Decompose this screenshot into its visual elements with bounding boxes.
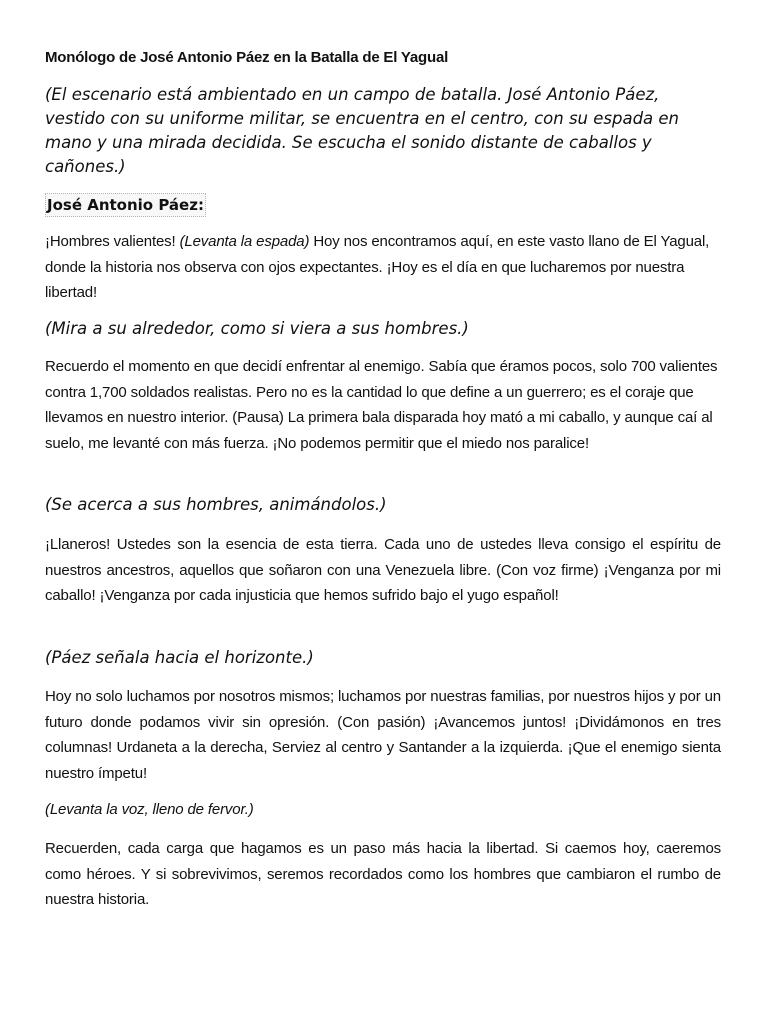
- speaker-name: José Antonio Páez:: [45, 193, 206, 217]
- intro-stage-direction: (El escenario está ambientado en un campo de batalla. José Antonio Páez, vestido con su uniforme militar, se encuentra en el centro, con su espada en mano y una mirada decidida. Se escucha el sonido distante de caballos y cañones.): [45, 85, 680, 176]
- paragraph-1: [45, 229, 721, 306]
- paragraph-1-stage-direction: (Levanta la espada): [179, 233, 310, 250]
- paragraph-4: Hoy no solo luchamos por nosotros mismos; luchamos por nuestras familias, por nuestros hijos y por un futuro donde podamos vivir sin opresión. (Con pasión) ¡Avancemos juntos! ¡Dividámonos en tres columnas! Urdaneta a la derecha, Serviez al centro y Santander a la izquierda. ¡Que el enemigo sienta nuestro ímpetu!: [45, 688, 721, 782]
- paragraph-2: Recuerdo el momento en que decidí enfrentar al enemigo. Sabía que éramos pocos, solo 700 valientes contra 1,700 soldados realistas. Pero no es la cantidad lo que define a un guerrero; es el coraje que llevamos en nuestro interior. (Pausa) La primera bala disparada hoy mató a mi caballo, y aunque caí al suelo, me levanté con más fuerza. ¡No podemos permitir que el miedo nos paralice!: [45, 358, 718, 452]
- paragraph-5: Recuerden, cada carga que hagamos es un paso más hacia la libertad. Si caemos hoy, caeremos como héroes. Y si sobrevivimos, seremos recordados como los hombres que cambiaron el rumbo de nuestra historia.: [45, 840, 721, 908]
- document-title: Monólogo de José Antonio Páez en la Batalla de El Yagual: [45, 49, 449, 66]
- paragraph-1-rest: Hoy nos encontramos aquí, en este vasto llano de El Yagual, donde la historia nos observa con ojos expectantes. ¡Hoy es el día en que lucharemos por nuestra libertad!: [45, 233, 710, 301]
- paragraph-3: ¡Llaneros! Ustedes son la esencia de esta tierra. Cada uno de ustedes lleva consigo el espíritu de nuestros ancestros, aquellos que soñaron con una Venezuela libre. (Con voz firme) ¡Venganza por mi caballo! ¡Venganza por cada injusticia que hemos sufrido bajo el yugo español!: [45, 536, 721, 604]
- stage-direction-5: (Levanta la voz, lleno de fervor.): [45, 801, 254, 818]
- paragraph-1-start: ¡Hombres valientes!: [45, 233, 180, 250]
- stage-direction-2: (Mira a su alrededor, como si viera a sus hombres.): [45, 319, 469, 338]
- stage-direction-4: (Páez señala hacia el horizonte.): [45, 648, 314, 667]
- stage-direction-3: (Se acerca a sus hombres, animándolos.): [45, 495, 387, 514]
